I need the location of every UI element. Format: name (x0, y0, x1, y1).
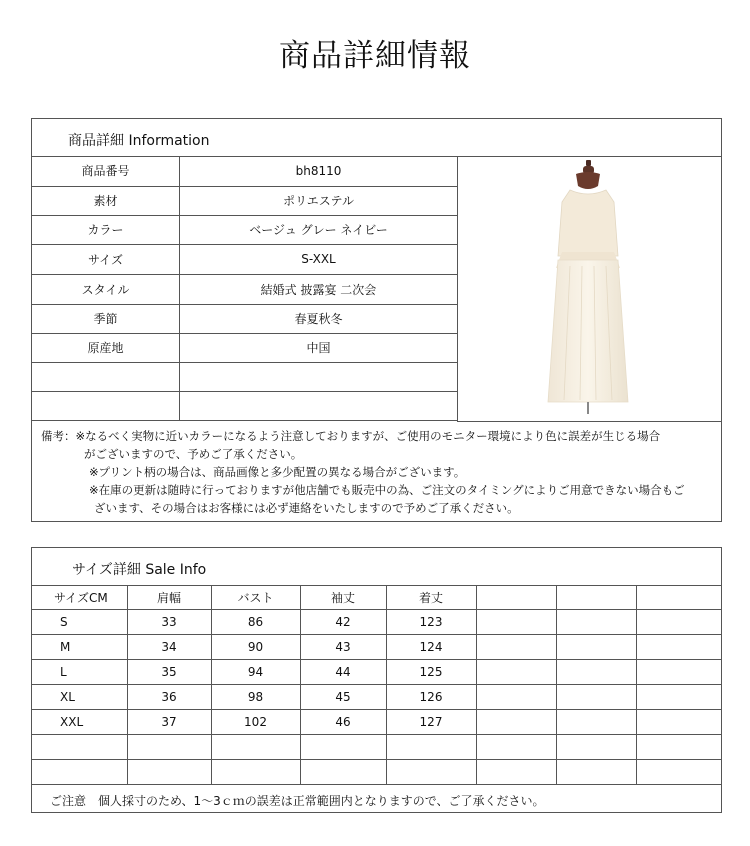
size-cell: XXL (32, 710, 127, 735)
size-cell (636, 610, 721, 635)
size-cell: 94 (211, 660, 300, 685)
info-value: ベージュ グレー ネイビー (180, 215, 458, 244)
table-row (32, 660, 721, 685)
info-row (32, 304, 458, 333)
size-cell (386, 760, 476, 785)
info-label (32, 391, 180, 420)
size-cell (556, 735, 636, 760)
size-cell: 90 (211, 635, 300, 660)
size-cell (476, 685, 556, 710)
size-cell (636, 685, 721, 710)
size-cell: XL (32, 685, 127, 710)
size-cell: 35 (127, 660, 211, 685)
info-value: S-XXL (180, 244, 458, 274)
column-header (636, 585, 721, 610)
size-header (32, 548, 721, 586)
size-cell (556, 685, 636, 710)
size-cell (556, 635, 636, 660)
column-header: バスト (211, 585, 300, 610)
size-cell: L (32, 660, 127, 685)
info-row (32, 362, 458, 391)
info-label: 素材 (32, 186, 180, 215)
info-label (32, 362, 180, 391)
info-row (32, 156, 458, 186)
info-value: 中国 (180, 333, 458, 362)
remark-line: がございますので、予めご了承ください。 (84, 447, 303, 461)
column-header: 肩幅 (127, 585, 211, 610)
size-header-label: サイズ詳細 Sale Info (72, 562, 207, 578)
product-image-cell (457, 156, 721, 422)
size-cell (32, 735, 127, 760)
info-row (32, 333, 458, 362)
page-title: 商品詳細情報 (279, 38, 471, 74)
size-cell: M (32, 635, 127, 660)
size-header-row (32, 585, 721, 610)
size-cell: 102 (211, 710, 300, 735)
info-row (32, 274, 458, 304)
column-header (556, 585, 636, 610)
table-row (32, 710, 721, 735)
size-cell (476, 660, 556, 685)
info-value (180, 362, 458, 391)
info-label: 原産地 (32, 333, 180, 362)
size-table (32, 585, 721, 785)
info-label: 商品番号 (32, 156, 180, 186)
size-cell (476, 735, 556, 760)
information-header (32, 119, 721, 157)
info-label: スタイル (32, 274, 180, 304)
size-cell (476, 610, 556, 635)
size-cell: 124 (386, 635, 476, 660)
size-cell (556, 710, 636, 735)
information-header-label: 商品詳細 Information (68, 133, 210, 149)
size-cell: 86 (211, 610, 300, 635)
info-row (32, 391, 458, 420)
size-cell: 43 (300, 635, 386, 660)
size-cell (636, 635, 721, 660)
size-cell: 42 (300, 610, 386, 635)
size-cell (32, 760, 127, 785)
size-cell (556, 660, 636, 685)
remark-line: ざいます、その場合はお客様には必ず連絡をいたしますので予めご了承ください。 (94, 501, 519, 515)
table-row (32, 685, 721, 710)
remark-line: ※在庫の更新は随時に行っておりますが他店舗でも販売中の為、ご注文のタイミングによりご用意できない場合もご (89, 483, 685, 497)
size-cell (127, 760, 211, 785)
info-label: サイズ (32, 244, 180, 274)
size-cell (636, 760, 721, 785)
info-value: bh8110 (180, 156, 458, 186)
size-cell: 46 (300, 710, 386, 735)
size-section (31, 547, 722, 813)
size-cell: S (32, 610, 127, 635)
size-cell (476, 710, 556, 735)
info-label: カラー (32, 215, 180, 244)
size-cell: 98 (211, 685, 300, 710)
size-cell (211, 760, 300, 785)
info-value (180, 391, 458, 420)
remarks (41, 427, 685, 517)
info-value: 結婚式 披露宴 二次会 (180, 274, 458, 304)
size-cell: 127 (386, 710, 476, 735)
size-cell (386, 735, 476, 760)
size-cell: 44 (300, 660, 386, 685)
dress-image (458, 156, 720, 420)
info-value: ポリエステル (180, 186, 458, 215)
info-row (32, 215, 458, 244)
info-row (32, 244, 458, 274)
size-cell (556, 760, 636, 785)
size-cell (476, 760, 556, 785)
size-cell: 125 (386, 660, 476, 685)
size-cell: 37 (127, 710, 211, 735)
size-cell (636, 660, 721, 685)
table-row (32, 610, 721, 635)
column-header: 着丈 (386, 585, 476, 610)
size-cell (556, 610, 636, 635)
table-row (32, 635, 721, 660)
size-cell (300, 760, 386, 785)
information-table (32, 156, 458, 421)
column-header: 袖丈 (300, 585, 386, 610)
size-cell: 126 (386, 685, 476, 710)
table-row (32, 735, 721, 760)
size-cell: 33 (127, 610, 211, 635)
size-cell: 34 (127, 635, 211, 660)
size-cell (636, 735, 721, 760)
size-cell: 36 (127, 685, 211, 710)
size-cell: 123 (386, 610, 476, 635)
column-header (476, 585, 556, 610)
information-section (31, 118, 722, 522)
size-cell (476, 635, 556, 660)
size-cell (636, 710, 721, 735)
measurement-note: ご注意 個人採寸のため、1～3ｃｍの誤差は正常範囲内となりますので、ご了承ください。 (50, 794, 545, 808)
info-value: 春夏秋冬 (180, 304, 458, 333)
info-row (32, 186, 458, 215)
size-cell (211, 735, 300, 760)
column-header: サイズCM (32, 585, 127, 610)
remark-line: ※プリント柄の場合は、商品画像と多少配置の異なる場合がございます。 (89, 465, 466, 479)
remark-line: 備考：※なるべく実物に近いカラーになるよう注意しておりますが、ご使用のモニター環境により色に誤差が生じる場合 (41, 429, 661, 443)
info-label: 季節 (32, 304, 180, 333)
size-cell: 45 (300, 685, 386, 710)
table-row (32, 760, 721, 785)
size-cell (300, 735, 386, 760)
size-cell (127, 735, 211, 760)
